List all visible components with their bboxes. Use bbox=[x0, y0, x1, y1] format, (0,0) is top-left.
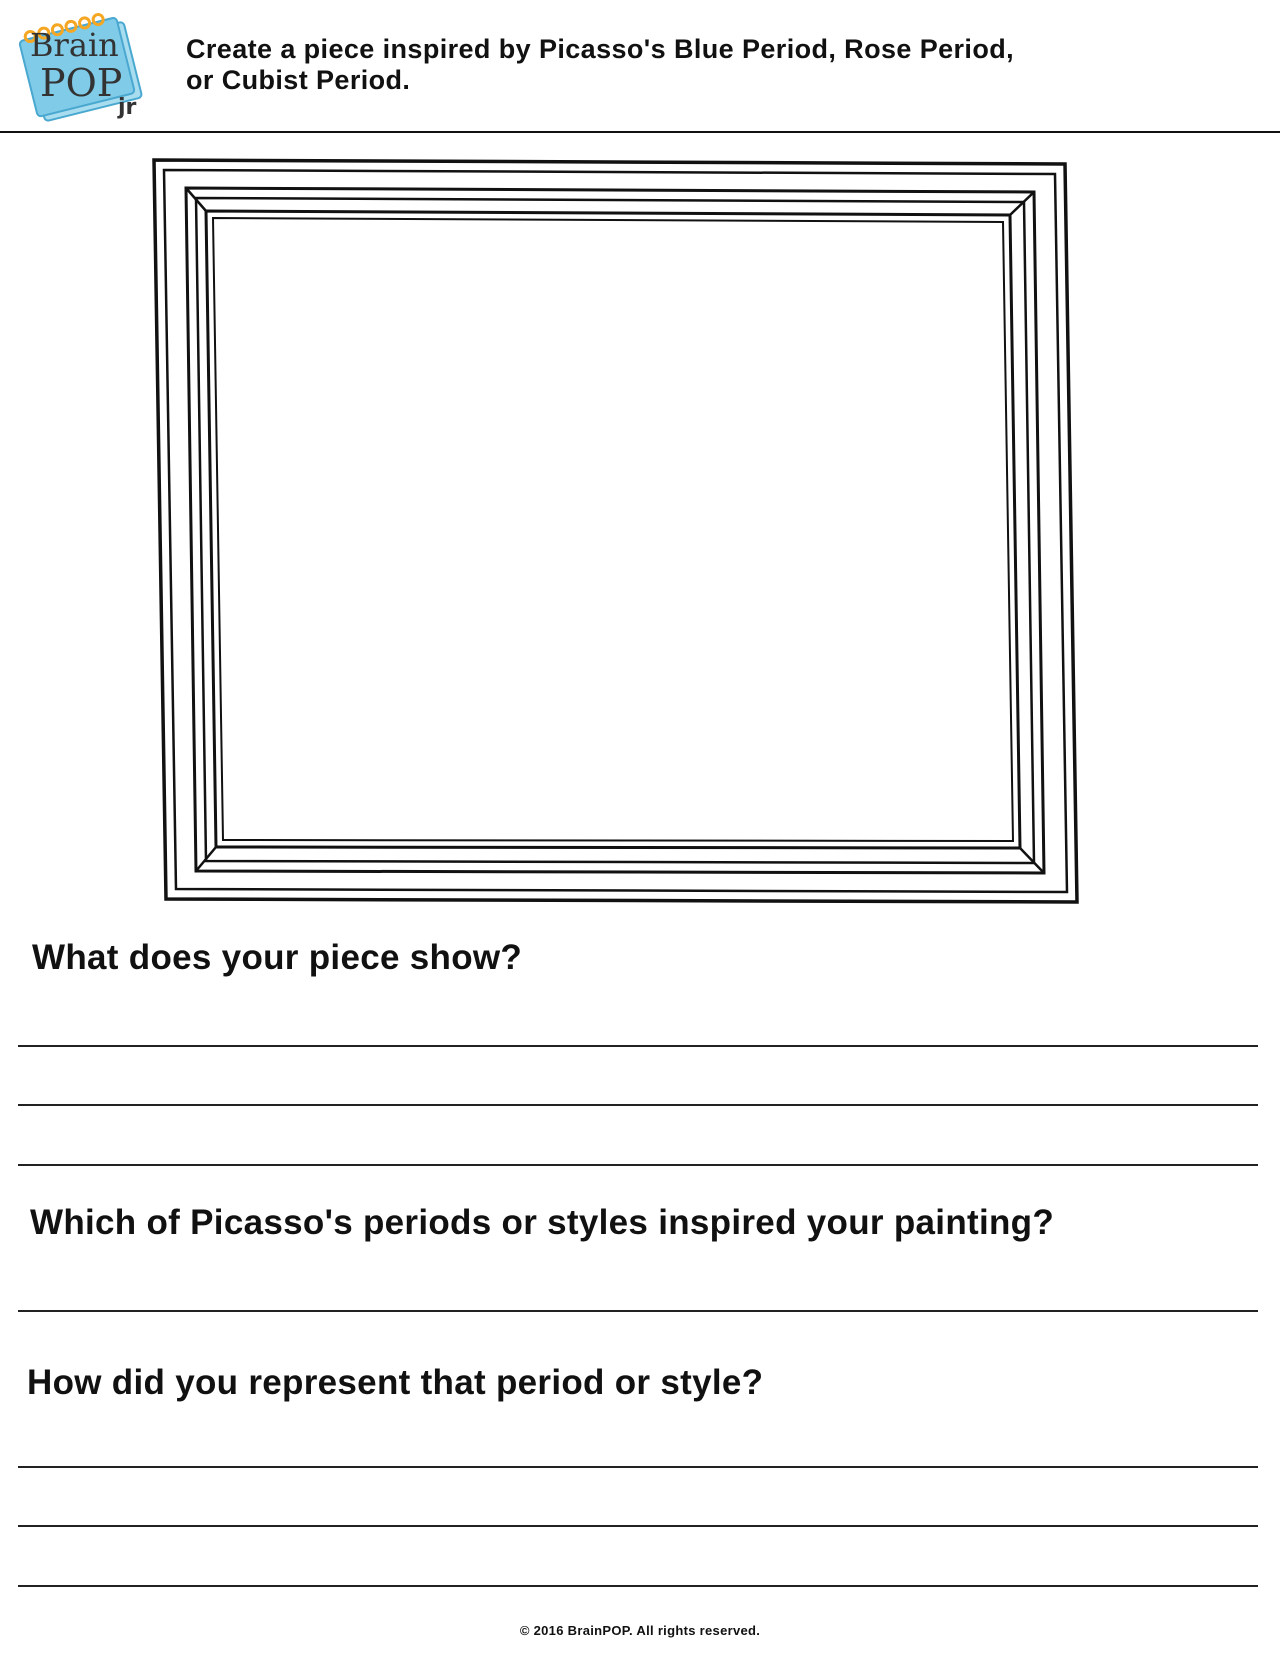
frame-outer-border bbox=[154, 160, 1077, 902]
logo-brain-text: Brain bbox=[30, 26, 119, 64]
frame-bevel-outer bbox=[186, 188, 1044, 873]
logo-jr-text: jr bbox=[118, 95, 137, 120]
frame-bevel-inner bbox=[196, 198, 1034, 863]
frame-outer-inner-border bbox=[164, 170, 1067, 892]
frame-miter-bottom-right bbox=[1020, 848, 1044, 873]
instructions-line-1: Create a piece inspired by Picasso's Blue Period, Rose Period, bbox=[186, 34, 1015, 64]
header-divider bbox=[0, 131, 1280, 133]
worksheet-header bbox=[0, 0, 1280, 132]
question-1-answer-line-2[interactable] bbox=[18, 1104, 1258, 1106]
brainpop-jr-logo bbox=[18, 10, 153, 122]
picture-frame[interactable] bbox=[150, 155, 1080, 915]
question-3-answer-line-2[interactable] bbox=[18, 1525, 1258, 1527]
frame-miter-top-right bbox=[1010, 192, 1034, 215]
question-3-answer-line-3[interactable] bbox=[18, 1585, 1258, 1587]
instructions-line-2: or Cubist Period. bbox=[186, 65, 411, 95]
question-1-answer-line-1[interactable] bbox=[18, 1045, 1258, 1047]
question-2-label: Which of Picasso's periods or styles inspired your painting? bbox=[30, 1203, 1055, 1242]
question-1-label: What does your piece show? bbox=[32, 938, 523, 977]
question-3-answer-line-1[interactable] bbox=[18, 1466, 1258, 1468]
question-1-answer-line-3[interactable] bbox=[18, 1164, 1258, 1166]
frame-opening-inner bbox=[213, 218, 1013, 841]
copyright-footer: © 2016 BrainPOP. All rights reserved. bbox=[519, 1623, 761, 1638]
logo-pop-text: POP bbox=[40, 61, 123, 105]
frame-opening-outer bbox=[206, 211, 1020, 848]
question-3-label: How did you represent that period or style? bbox=[27, 1363, 764, 1402]
instructions bbox=[186, 34, 1186, 96]
question-2-answer-line-1[interactable] bbox=[18, 1310, 1258, 1312]
